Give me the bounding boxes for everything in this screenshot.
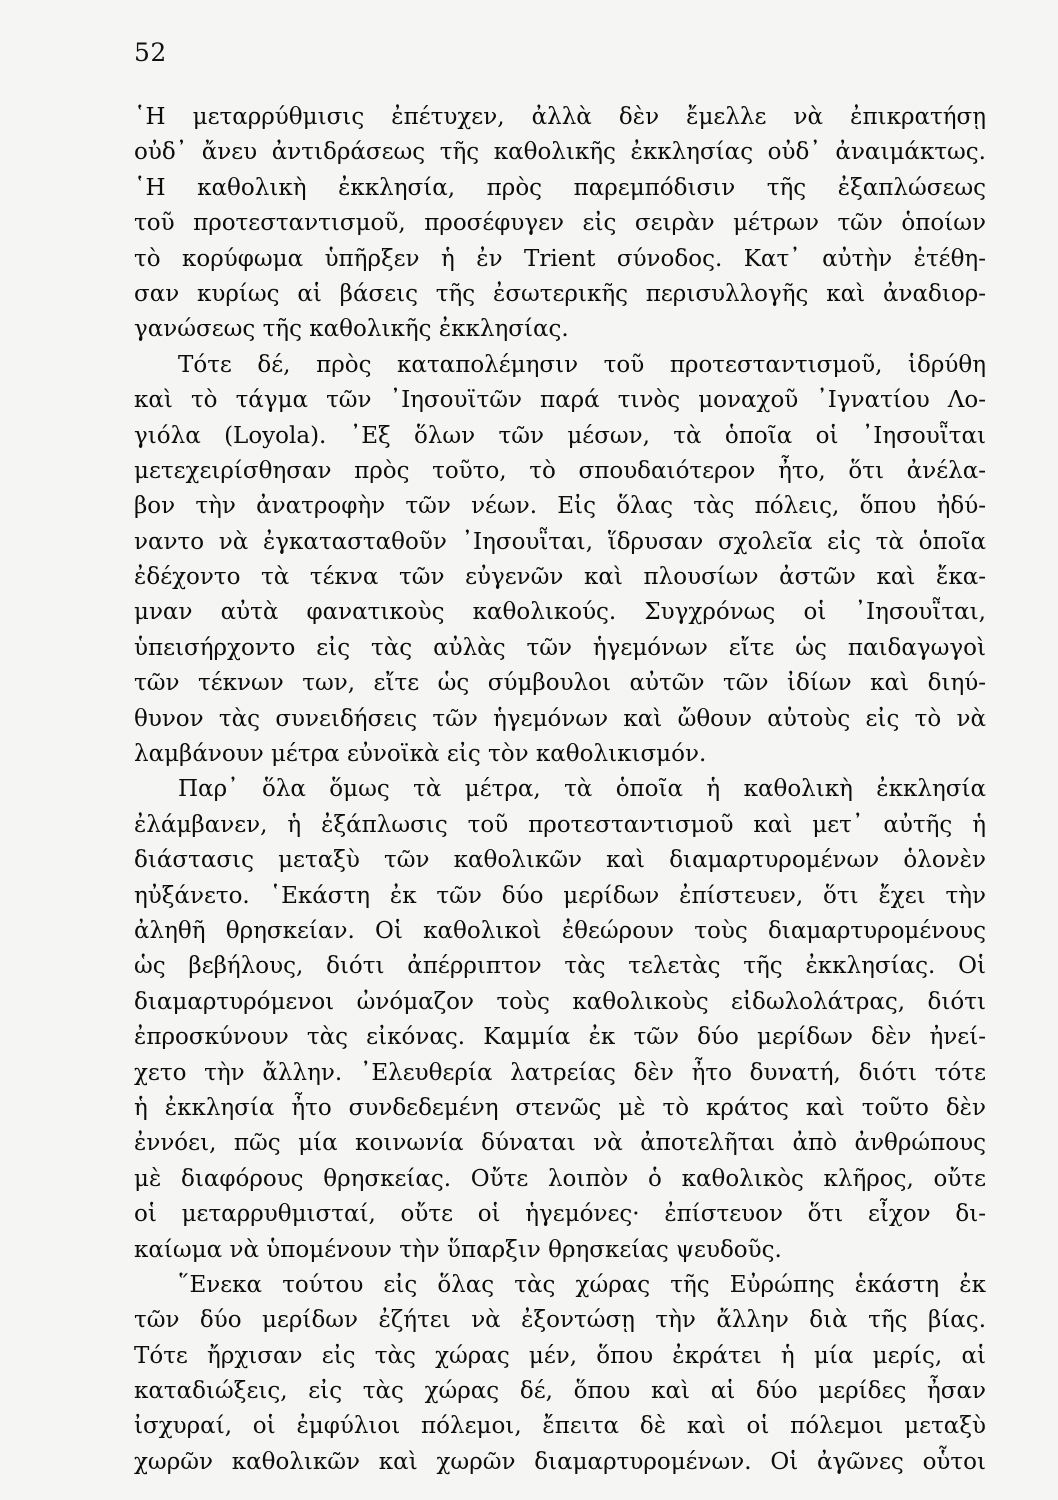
text-line: ἀληθῆ θρησκείαν. Οἱ καθολικοὶ ἐθεώρουν τοὺς διαμαρτυρομένους [134, 917, 986, 944]
text-line: τῶν δύο μερίδων ἐζήτει νὰ ἐξοντώσῃ τὴν ἄλλην διὰ τῆς βίας. [134, 1307, 986, 1334]
text-line: ῾Η καθολικὴ ἐκκλησία, πρὸς παρεμπόδισιν τῆς ἐξαπλώσεως [134, 174, 986, 201]
text-line: θυνον τὰς συνειδήσεις τῶν ἡγεμόνων καὶ ὤθουν αὐτοὺς εἰς τὸ νὰ [134, 705, 986, 732]
body-text [134, 100, 986, 1480]
text-line: ἐδέχοντο τὰ τέκνα τῶν εὐγενῶν καὶ πλουσίων ἀστῶν καὶ ἔκα- [134, 564, 986, 591]
text-line: τῶν τέκνων των, εἴτε ὡς σύμβουλοι αὐτῶν τῶν ἰδίων καὶ διηύ- [134, 670, 986, 697]
text-line: οἱ μεταρρυθμισταί, οὔτε οἱ ἡγεμόνες· ἐπίστευον ὅτι εἶχον δι- [134, 1201, 986, 1228]
text-line: ἡ ἐκκλησία ἦτο συνδεδεμένη στενῶς μὲ τὸ κράτος καὶ τοῦτο δὲν [134, 1094, 986, 1121]
text-line: μὲ διαφόρους θρησκείας. Οὔτε λοιπὸν ὁ καθολικὸς κλῆρος, οὔτε [134, 1165, 986, 1192]
text-line: καὶ τὸ τάγμα τῶν ᾽Ιησουϊτῶν παρά τινὸς μοναχοῦ ᾽Ιγνατίου Λο- [134, 387, 986, 414]
text-line: Παρ᾽ ὅλα ὅμως τὰ μέτρα, τὰ ὁποῖα ἡ καθολικὴ ἐκκλησία [178, 776, 986, 803]
text-line: ἐννόει, πῶς μία κοινωνία δύναται νὰ ἀποτελῆται ἀπὸ ἀνθρώπους [134, 1130, 986, 1157]
text-line: ἰσχυραί, οἱ ἐμφύλιοι πόλεμοι, ἔπειτα δὲ καὶ οἱ πόλεμοι μεταξὺ [134, 1413, 986, 1440]
text-line: ἐπροσκύνουν τὰς εἰκόνας. Καμμία ἐκ τῶν δύο μερίδων δὲν ἠνεί- [134, 1024, 986, 1051]
text-line: χωρῶν καθολικῶν καὶ χωρῶν διαμαρτυρομένων. Οἱ ἀγῶνες οὗτοι [134, 1448, 986, 1475]
text-line: μναν αὐτὰ φανατικοὺς καθολικούς. Συγχρόνως οἱ ᾽Ιησουῗται, [134, 599, 986, 626]
text-line: τὸ κορύφωμα ὑπῆρξεν ἡ ἐν Trient σύνοδος. Κατ᾽ αὐτὴν ἐτέθη- [134, 245, 986, 272]
text-line: μετεχειρίσθησαν πρὸς τοῦτο, τὸ σπουδαιότερον ἦτο, ὅτι ἀνέλα- [134, 457, 986, 484]
text-line: γιόλα (Loyola). ᾽Εξ ὅλων τῶν μέσων, τὰ ὁποῖα οἱ ᾽Ιησουῗται [134, 422, 986, 449]
text-line: ῾Η μεταρρύθμισις ἐπέτυχεν, ἀλλὰ δὲν ἔμελλε νὰ ἐπικρατήσῃ [134, 104, 986, 130]
text-line: λαμβάνουν μέτρα εὐνοϊκὰ εἰς τὸν καθολικισμόν. [134, 741, 707, 768]
text-line: βον τὴν ἀνατροφὴν τῶν νέων. Εἰς ὅλας τὰς πόλεις, ὅπου ἠδύ- [134, 493, 986, 520]
text-line: ναντο νὰ ἐγκατασταθοῦν ᾽Ιησουῗται, ἵδρυσαν σχολεῖα εἰς τὰ ὁποῖα [134, 528, 986, 555]
text-line: Τότε ἤρχισαν εἰς τὰς χώρας μέν, ὅπου ἐκράτει ἡ μία μερίς, αἱ [134, 1342, 986, 1369]
text-line: διάστασις μεταξὺ τῶν καθολικῶν καὶ διαμαρτυρομένων ὁλονὲν [134, 847, 986, 874]
text-line: τοῦ προτεσταντισμοῦ, προσέφυγεν εἰς σειρὰν μέτρων τῶν ὁποίων [134, 210, 986, 237]
text-line: Τότε δέ, πρὸς καταπολέμησιν τοῦ προτεσταντισμοῦ, ἱδρύθη [178, 351, 986, 378]
text-line: σαν κυρίως αἱ βάσεις τῆς ἐσωτερικῆς περισυλλογῆς καὶ ἀναδιορ- [134, 280, 986, 307]
text-line: ῞Ενεκα τούτου εἰς ὅλας τὰς χώρας τῆς Εὐρώπης ἑκάστη ἐκ [178, 1271, 986, 1298]
text-line: γανώσεως τῆς καθολικῆς ἐκκλησίας. [134, 316, 569, 343]
text-line: ἐλάμβανεν, ἡ ἐξάπλωσις τοῦ προτεσταντισμοῦ καὶ μετ᾽ αὐτῆς ἡ [134, 811, 986, 838]
text-line: ηὐξάνετο. ῾Εκάστη ἐκ τῶν δύο μερίδων ἐπίστευεν, ὅτι ἔχει τὴν [134, 882, 986, 909]
page-number: 52 [134, 38, 167, 67]
text-line: καίωμα νὰ ὑπομένουν τὴν ὕπαρξιν θρησκείας ψευδοῦς. [134, 1236, 782, 1263]
text-line: ὡς βεβήλους, διότι ἀπέρριπτον τὰς τελετὰς τῆς ἐκκλησίας. Οἱ [134, 953, 986, 980]
text-line: ὑπεισήρχοντο εἰς τὰς αὐλὰς τῶν ἡγεμόνων εἴτε ὡς παιδαγωγοὶ [134, 634, 986, 661]
text-line: οὐδ᾽ ἄνευ ἀντιδράσεως τῆς καθολικῆς ἐκκλησίας οὐδ᾽ ἀναιμάκτως. [134, 139, 986, 166]
text-line: καταδιώξεις, εἰς τὰς χώρας δέ, ὅπου καὶ αἱ δύο μερίδες ἦσαν [134, 1378, 986, 1405]
text-line: χετο τὴν ἄλλην. ᾽Ελευθερία λατρείας δὲν ἦτο δυνατή, διότι τότε [134, 1059, 986, 1086]
text-line: διαμαρτυρόμενοι ὠνόμαζον τοὺς καθολικοὺς εἰδωλολάτρας, διότι [134, 988, 986, 1015]
